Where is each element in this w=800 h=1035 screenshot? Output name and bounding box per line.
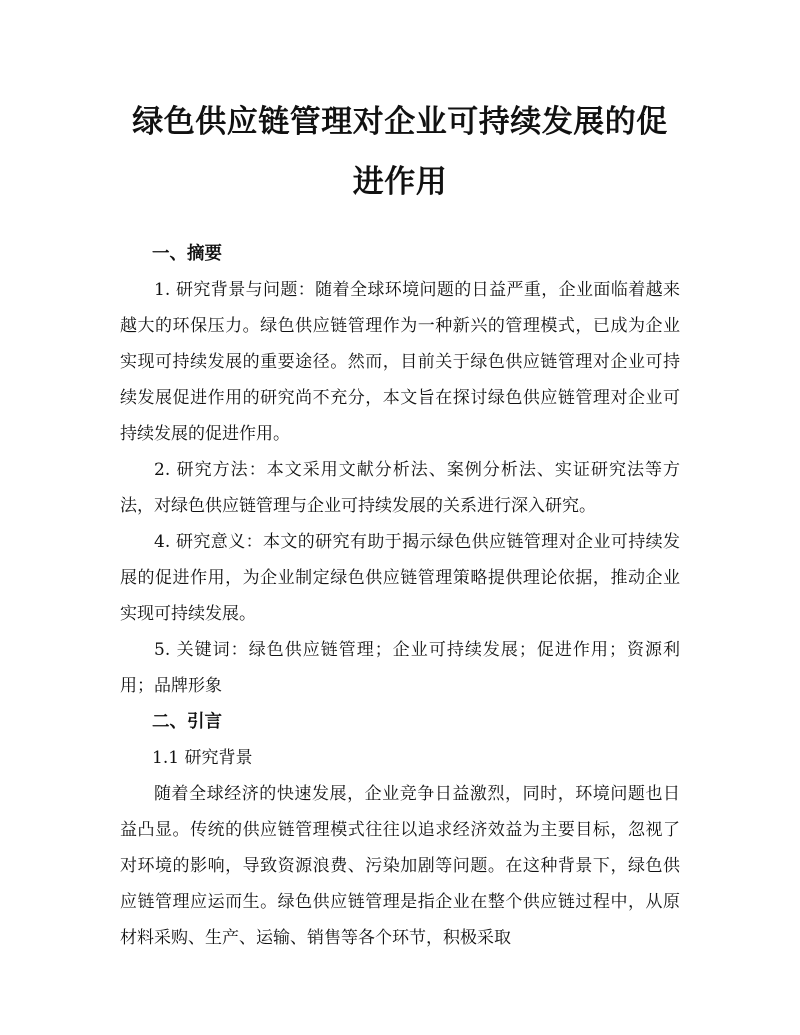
document-title: 绿色供应链管理对企业可持续发展的促进作用 [132, 104, 668, 200]
abstract-heading: 一、摘要 [152, 244, 222, 264]
intro-sub-heading: 1.1 研究背景 [152, 748, 253, 768]
abstract-item-background: 1. 研究背景与问题：随着全球环境问题的日益严重，企业面临着越来越大的环保压力。绿色供应链管理作为一种新兴的管理模式，已成为企业实现可持续发展的重要途径。然而，目前关于绿色供应链管理对企业可持续发展促进作用的研究尚不充分，本文旨在探讨绿色供应链管理对企业可持续发展的促进作用。 [120, 280, 680, 444]
abstract-item-significance: 4. 研究意义：本文的研究有助于揭示绿色供应链管理对企业可持续发展的促进作用，为企业制定绿色供应链管理策略提供理论依据，推动企业实现可持续发展。 [120, 532, 680, 624]
abstract-item-keywords: 5. 关键词：绿色供应链管理；企业可持续发展；促进作用；资源利用；品牌形象 [120, 640, 680, 696]
abstract-item-method: 2. 研究方法：本文采用文献分析法、案例分析法、实证研究法等方法，对绿色供应链管理与企业可持续发展的关系进行深入研究。 [120, 460, 680, 516]
intro-paragraph: 随着全球经济的快速发展，企业竞争日益激烈，同时，环境问题也日益凸显。传统的供应链管理模式往往以追求经济效益为主要目标，忽视了对环境的影响，导致资源浪费、污染加剧等问题。在这种背景下，绿色供应链管理应运而生。绿色供应链管理是指企业在整个供应链过程中，从原材料采购、生产、运输、销售等各个环节，积极采取 [120, 784, 680, 948]
intro-heading: 二、引言 [152, 712, 222, 732]
